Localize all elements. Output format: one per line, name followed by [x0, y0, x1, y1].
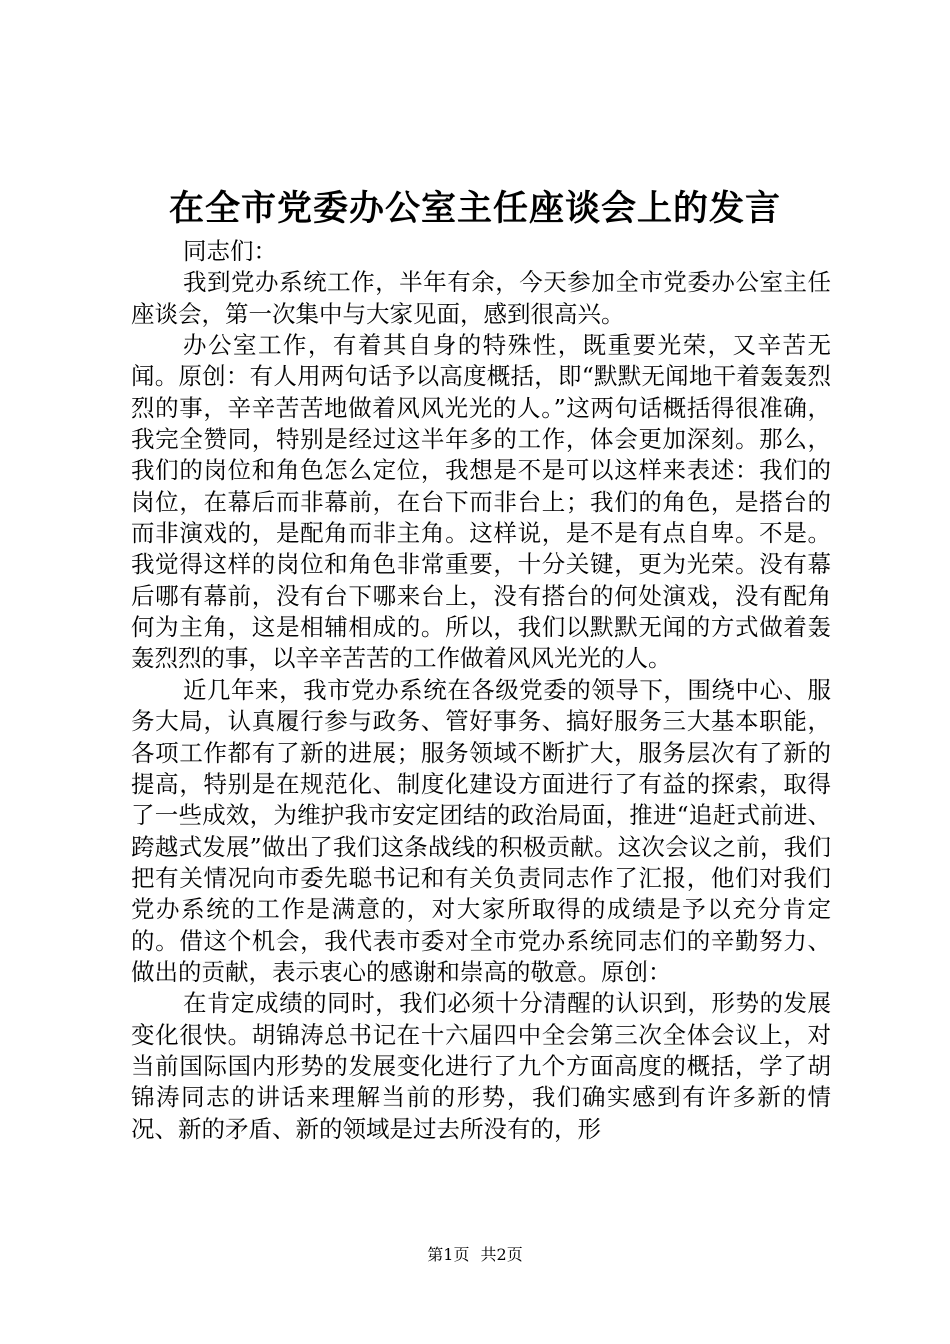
- page-total: 共2页: [480, 1245, 523, 1264]
- document-body: [131, 236, 831, 1145]
- salutation-paragraph: 同志们：: [183, 237, 277, 265]
- body-paragraph: 近几年来，我市党办系统在各级党委的领导下，围绕中心、服务大局，认真履行参与政务、管好事务、搞好服务三大基本职能，各项工作都有了新的进展；服务领域不断扩大，服务层次有了新的提高，特别是在规范化、制度化建设方面进行了有益的探索，取得了一些成效，为维护我市安定团结的政治局面，推进“追赶式前进、跨越式发展”做出了我们这条战线的积极贡献。这次会议之前，我们把有关情况向市委先聪书记和有关负责同志作了汇报，他们对我们党办系统的工作是满意的，对大家所取得的成绩是予以充分肯定的。借这个机会，我代表市委对全市党办系统同志们的辛勤努力、做出的贡献，表示衷心的感谢和崇高的敬意。原创：: [131, 675, 831, 986]
- body-paragraph: 在肯定成绩的同时，我们必须十分清醒的认识到，形势的发展变化很快。胡锦涛总书记在十六届四中全会第三次全体会议上，对当前国际国内形势的发展变化进行了九个方面高度的概括，学了胡锦涛同志的讲话来理解当前的形势，我们确实感到有许多新的情况、新的矛盾、新的领域是过去所没有的，形: [131, 989, 831, 1143]
- document-title: 在全市党委办公室主任座谈会上的发言: [168, 189, 781, 229]
- body-paragraph: 办公室工作，有着其自身的特殊性，既重要光荣，又辛苦无闻。原创：有人用两句话予以高度概括，即“默默无闻地干着轰轰烈烈的事，辛辛苦苦地做着风风光光的人。”这两句话概括得很准确，我完全赞同，特别是经过这半年多的工作，体会更加深刻。那么，我们的岗位和角色怎么定位，我想是不是可以这样来表述：我们的岗位，在幕后而非幕前，在台下而非台上；我们的角色，是搭台的而非演戏的，是配角而非主角。这样说，是不是有点自卑。不是。我觉得这样的岗位和角色非常重要，十分关键，更为光荣。没有幕后哪有幕前，没有台下哪来台上，没有搭台的何处演戏，没有配角何为主角，这是相辅相成的。所以，我们以默默无闻的方式做着轰轰烈烈的事，以辛辛苦苦的工作做着风风光光的人。: [131, 331, 831, 673]
- page-footer: [0, 1244, 950, 1266]
- body-paragraph: 我到党办系统工作，半年有余，今天参加全市党委办公室主任座谈会，第一次集中与大家见面，感到很高兴。: [131, 268, 831, 328]
- page-number: 第1页: [427, 1245, 470, 1264]
